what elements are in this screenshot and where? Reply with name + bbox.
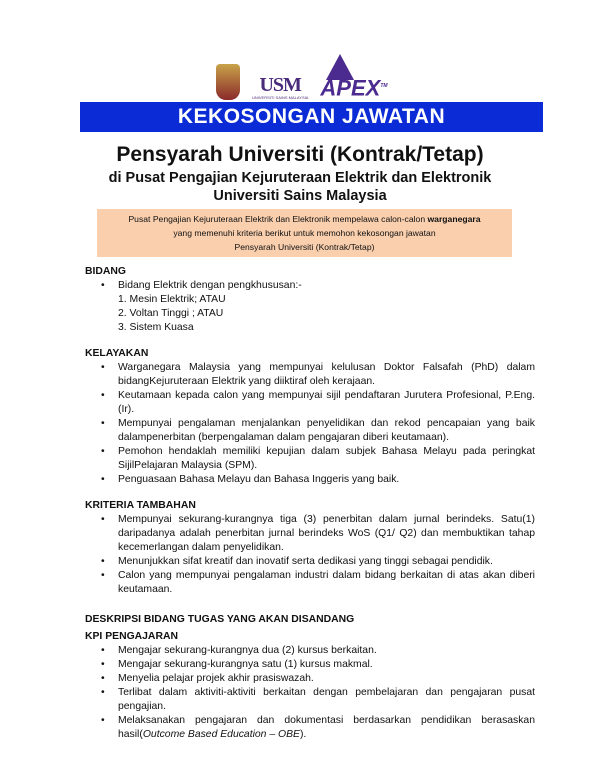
section-heading-bidang: BIDANG	[85, 266, 126, 277]
usm-crest-logo	[216, 64, 240, 100]
list-item: • Mempunyai pengalaman menjalankan penyelidikan dan rekod pencapaian yang baik dalampenerbitan (berpengalaman dalam pengajaran diberi keutamaan).	[85, 417, 535, 445]
list-item: • Menunjukkan sifat kreatif dan inovatif serta dedikasi yang tinggi sebagai pendidik.	[85, 555, 535, 569]
sub-item: 1. Mesin Elektrik; ATAU	[118, 294, 226, 305]
list-item: • Pemohon hendaklah memiliki kepujian dalam subjek Bahasa Melayu pada peringkat SijilPelajaran Malaysia (SPM).	[85, 445, 535, 473]
list-item: • Bidang Elektrik dengan pengkhususan:-	[85, 279, 535, 293]
page-title: Pensyarah Universiti (Kontrak/Tetap)	[116, 143, 484, 166]
list-item: • Menyelia pelajar projek akhir prasiswazah.	[85, 672, 535, 686]
list-item: • Mengajar sekurang-kurangnya dua (2) kursus berkaitan.	[85, 644, 535, 658]
section-heading-kelayakan: KELAYAKAN	[85, 348, 149, 359]
sub-item: 3. Sistem Kuasa	[118, 322, 194, 333]
sub-item: 2. Voltan Tinggi ; ATAU	[118, 308, 224, 319]
document-body	[85, 265, 535, 742]
list-item: • Mempunyai sekurang-kurangnya tiga (3) penerbitan dalam jurnal berindeks. Satu(1) daripadanya adalah penerbitan jurnal berindeks WoS (Q1/ Q2) dan membuktikan tahap kecemerlangan dalam penyelidikan.	[85, 513, 535, 555]
list-item: • Calon yang mempunyai pengalaman industri dalam bidang berkaitan di atas akan diberi keutamaan.	[85, 569, 535, 597]
section-heading-deskripsi: DESKRIPSI BIDANG TUGAS YANG AKAN DISANDANG	[85, 614, 355, 625]
list-item: • Mengajar sekurang-kurangnya satu (1) kursus makmal.	[85, 658, 535, 672]
list-item: • Terlibat dalam aktiviti-aktiviti berkaitan dengan pembelajaran dan pengajaran pusat pengajian.	[85, 686, 535, 714]
list-item: • Melaksanakan pengajaran dan dokumentasi berdasarkan pendidikan berasaskan hasil(Outcome Based Education – OBE).	[85, 714, 535, 742]
logo-header	[216, 50, 388, 100]
intro-box: Pusat Pengajian Kejuruteraan Elektrik dan Elektronik mempelawa calon-calon warganegara yang memenuhi kriteria berikut untuk memohon kekosongan jawatan Pensyarah Universiti (Kontrak/Tetap)	[97, 209, 512, 257]
list-item: • Warganegara Malaysia yang mempunyai kelulusan Doktor Falsafah (PhD) dalam bidangKejuruteraan Elektrik yang diiktiraf oleh kerajaan.	[85, 361, 535, 389]
banner-title: KEKOSONGAN JAWATAN	[80, 102, 543, 132]
list-item: • Keutamaan kepada calon yang mempunyai sijil pendaftaran Jurutera Profesional, P.Eng. (Ir).	[85, 389, 535, 417]
apex-logo: APEX™	[320, 54, 387, 100]
usm-logo: USM UNIVERSITI SAINS MALAYSIA	[252, 74, 309, 100]
section-heading-kriteria: KRITERIA TAMBAHAN	[85, 500, 196, 511]
subheading-kpi: KPI PENGAJARAN	[85, 631, 178, 642]
subtitle: di Pusat Pengajian Kejuruteraan Elektrik dan Elektronik Universiti Sains Malaysia	[108, 170, 492, 204]
list-item: • Penguasaan Bahasa Melayu dan Bahasa Inggeris yang baik.	[85, 473, 535, 487]
